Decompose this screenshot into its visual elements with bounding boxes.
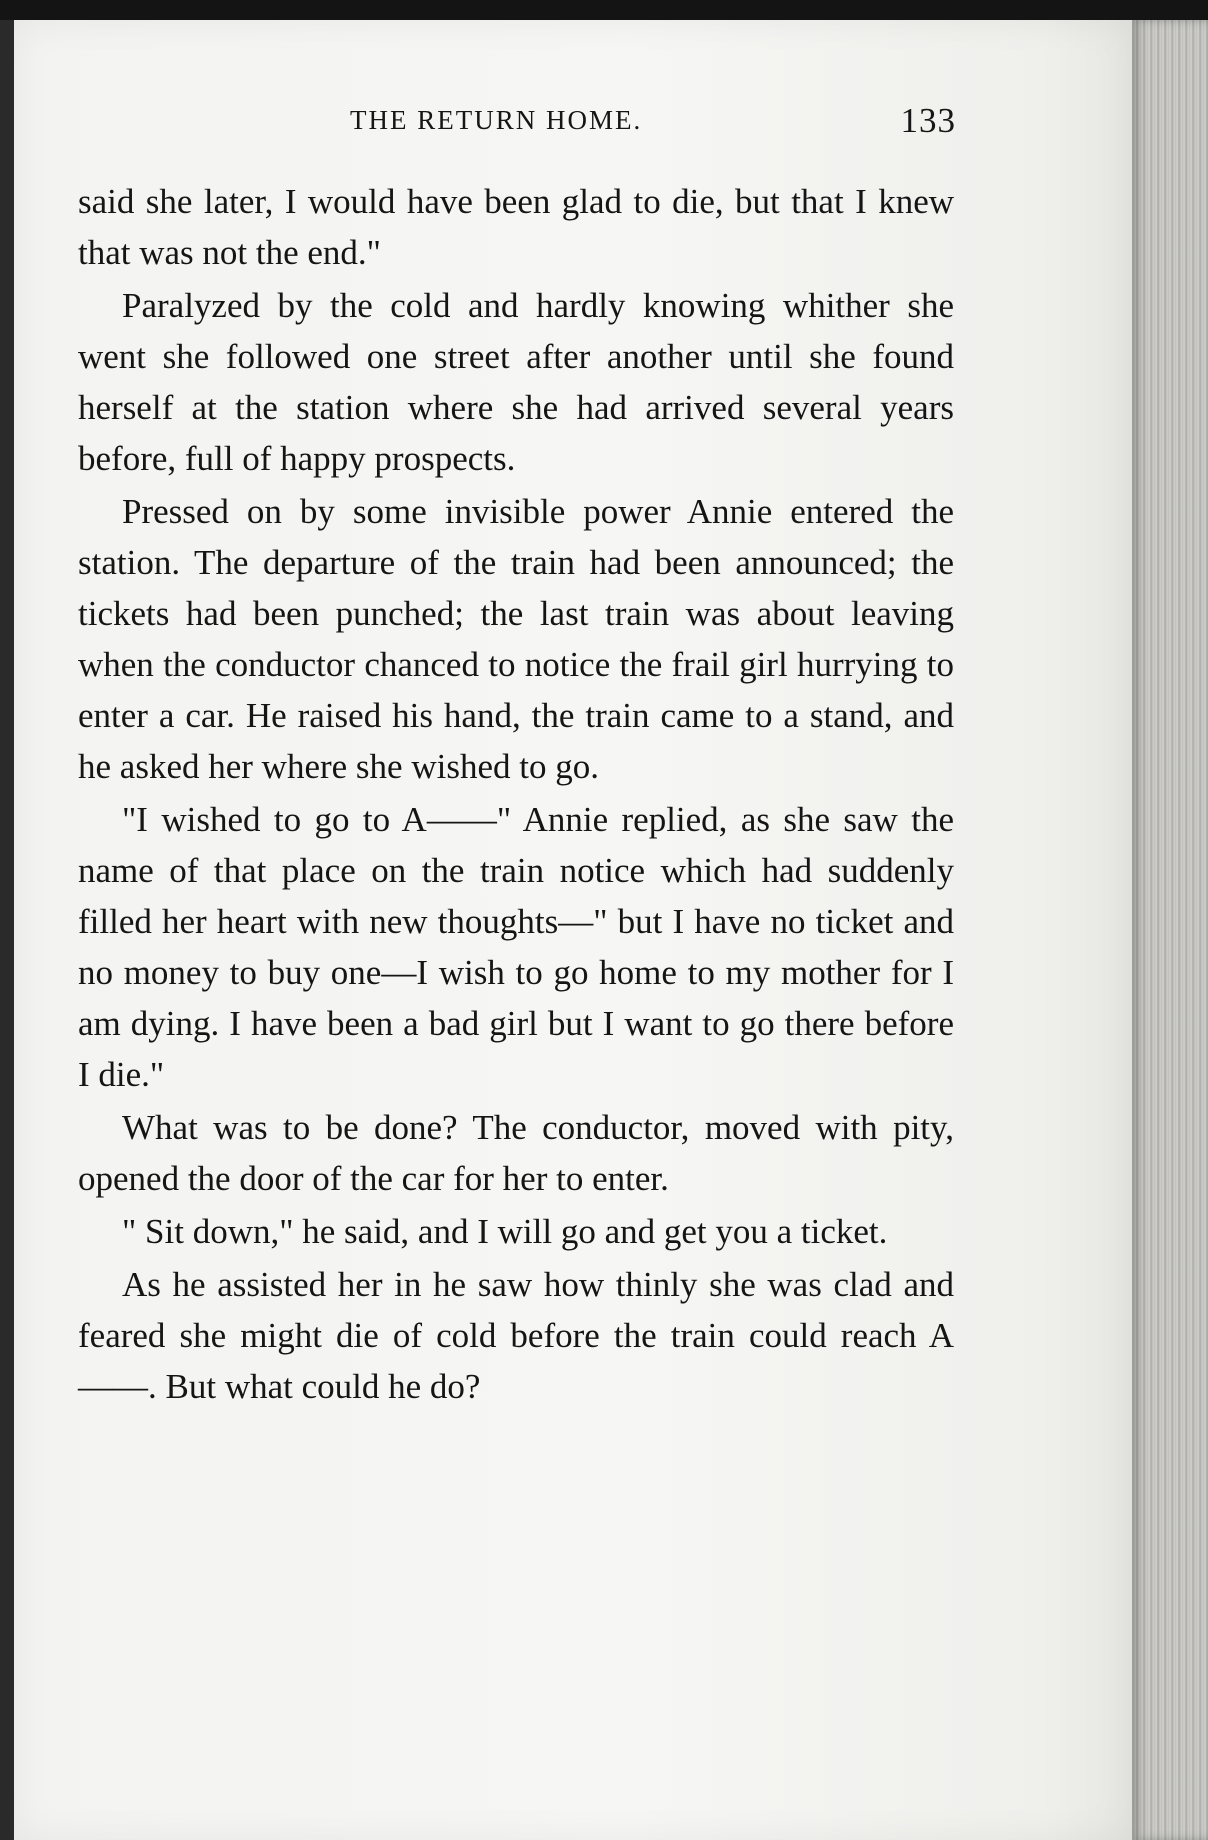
paragraph: " Sit down," he said, and I will go and get you a ticket.	[122, 1212, 888, 1251]
paragraph: Paralyzed by the cold and hardly knowing whither she went she followed one street after another until she found herself at the station where she had arrived several years before, full of happy prospects.	[78, 286, 954, 478]
paragraph: said she later, I would have been glad to die, but that I knew that was not the end."	[78, 182, 954, 272]
paragraph: "I wished to go to A——" Annie replied, as she saw the name of that place on the train notice which had suddenly filled her heart with new thoughts—" but I have no ticket and no money to buy one—I wish to go home to my mother for I am dying. I have been a bad girl but I want to go there before I die."	[78, 800, 954, 1094]
paragraph: As he assisted her in he saw how thinly she was clad and feared she might die of cold before the train could reach A——. But what could he do?	[78, 1265, 954, 1406]
body-text	[78, 176, 954, 1412]
page-edges	[1132, 20, 1208, 1840]
book-gutter	[0, 20, 14, 1840]
page-number: 133	[900, 101, 956, 140]
paragraph: What was to be done? The conductor, moved with pity, opened the door of the car for her to enter.	[78, 1108, 954, 1198]
running-head	[80, 101, 956, 145]
paragraph: Pressed on by some invisible power Annie entered the station. The departure of the train had been announced; the tickets had been punched; the last train was about leaving when the conductor chanced to notice the frail girl hurrying to enter a car. He raised his hand, the train came to a stand, and he asked her where she wished to go.	[78, 492, 954, 786]
running-title: THE RETURN HOME.	[350, 105, 643, 135]
